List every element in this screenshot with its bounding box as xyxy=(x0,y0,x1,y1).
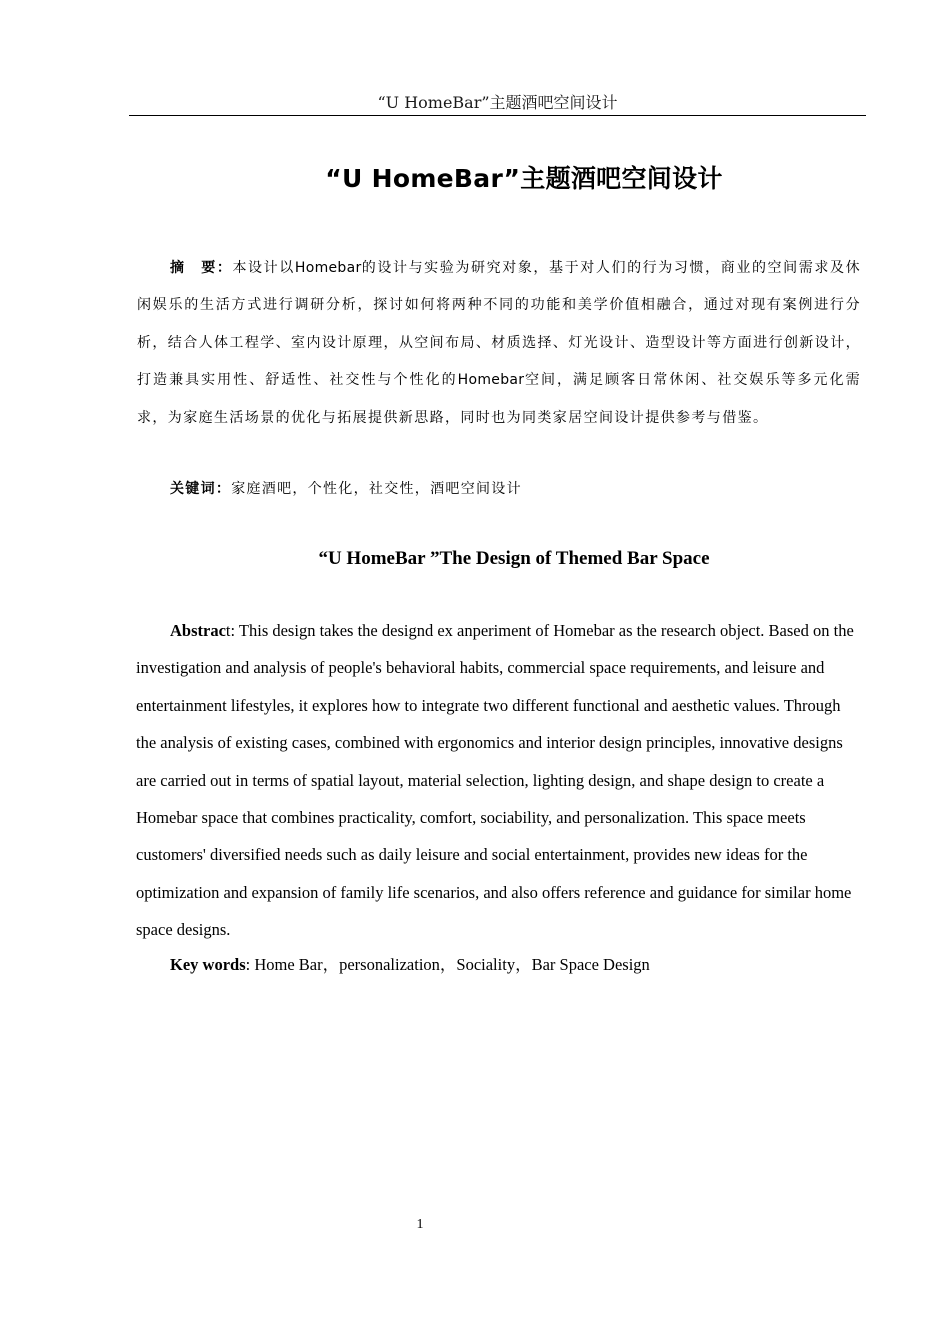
keywords-chinese-text: 家庭酒吧，个性化，社交性，酒吧空间设计 xyxy=(231,481,522,497)
abstract-english xyxy=(136,612,862,949)
abstract-chinese-latin-2: Homebar xyxy=(457,372,525,389)
abstract-chinese-label: 摘 要： xyxy=(170,260,233,276)
abstract-english-text: t: This design takes the designd ex anperiment of Homebar as the research object. Based on the investigation and analysis of people's behavioral habits, commercial space requirements, and leisure and entertainment lifestyles, it explores how to integrate two different functional and aesthetic values. Through the analysis of existing cases, combined with ergonomics and interior design principles, innovative designs are carried out in terms of spatial layout, material selection, lighting design, and shape design to create a Homebar space that combines practicality, comfort, sociability, and personalization. This space meets customers' diversified needs such as daily leisure and social entertainment, provides new ideas for the optimization and expansion of family life scenarios, and also offers reference and guidance for similar home space designs. xyxy=(136,621,854,940)
abstract-chinese-text-1: 本设计以 xyxy=(232,260,295,276)
header-rule xyxy=(129,115,866,116)
abstract-chinese xyxy=(137,250,861,437)
running-header: “U HomeBar”主题酒吧空间设计 xyxy=(377,93,618,112)
abstract-chinese-latin-1: Homebar xyxy=(294,260,362,276)
page-number: 1 xyxy=(416,1217,424,1232)
keywords-chinese xyxy=(170,476,522,502)
keywords-english xyxy=(170,952,650,978)
keywords-chinese-label: 关键词： xyxy=(170,481,232,497)
keywords-english-text: : Home Bar，personalization，Sociality，Bar Space Design xyxy=(245,955,650,974)
abstract-chinese-text-2: 的设计与实验为研究对象，基于对人们的行为习惯，商业的空间需求及休闲娱乐的生活方式进行调研分析，探讨如何将两种不同的功能和美学价值相融合，通过对现有案例进行分析，结合人体工程学、室内设计原理，从空间布局、材质选择、灯光设计、造型设计等方面进行创新设计，打造兼具实用性、舒适性、社交性与个性化的 xyxy=(137,260,861,389)
abstract-english-label: Abstrac xyxy=(170,621,226,640)
keywords-english-label: Key words xyxy=(170,955,246,974)
page-title-english: “U HomeBar ”The Design of Themed Bar Space xyxy=(318,548,710,569)
page-title-chinese: “U HomeBar”主题酒吧空间设计 xyxy=(325,164,723,193)
abstract-chinese-text-3: 空间，满足顾客日常休闲、社交娱乐等多元化需求，为家庭生活场景的优化与拓展提供新思路，同时也为同类家居空间设计提供参考与借鉴。 xyxy=(137,372,862,426)
